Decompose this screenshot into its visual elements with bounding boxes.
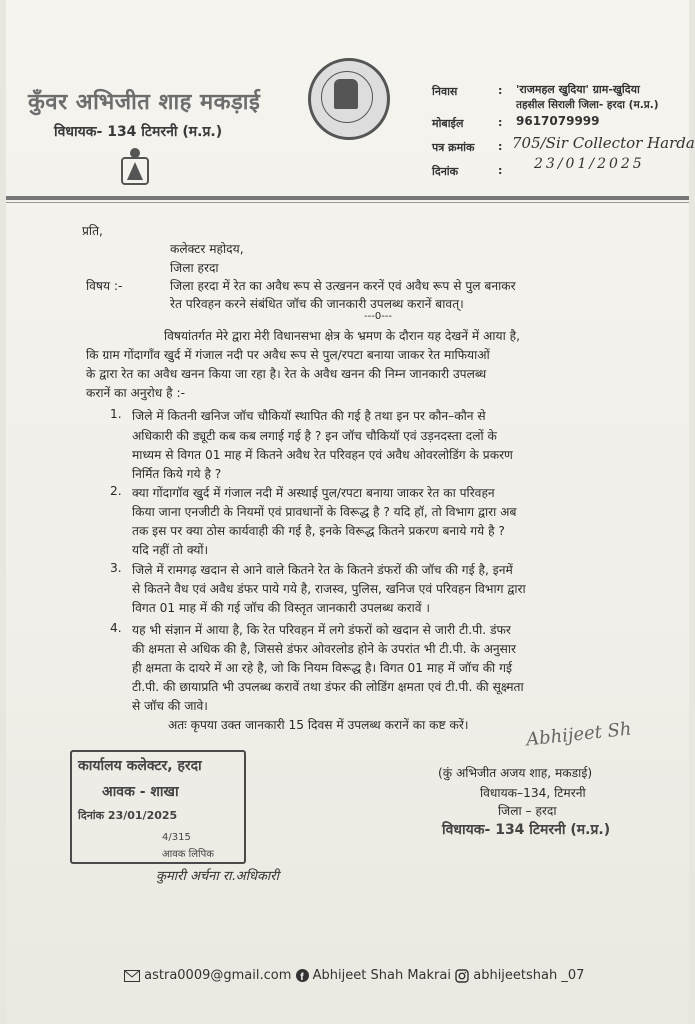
point-2-line: क्या गोंदागॉव खुर्द में गंजाल नदी में अस्थाई पुल/रपटा बनाया जाकर रेत का परिवहन [132,486,495,500]
point-number: 2. [110,484,122,498]
stamp-office: कार्यालय कलेक्टर, हरदा [78,758,202,774]
intro-line-1: विषयांतर्गत मेरे द्वारा मेरी विधानसभा क्षेत्र के भ्रमण के दौरान यह देखनें में आया है, [164,329,520,343]
point-3-line: विगत 01 माह में की गई जॉच की विस्तृत जानकारी उपलब्ध करावें । [132,601,431,615]
residence-line1: 'राजमहल खुदिया' ग्राम-खुदिया [516,83,640,96]
closing-request: अतः कृपया उक्त जानकारी 15 दिवस में उपलब्ध करानें का कष्ट करें। [168,718,469,732]
separator: ---0--- [364,311,393,322]
subject-line-1: जिला हरदा में रेत का अवैध रूप से उत्खनन करनें एवं अवैध रूप से पुल बनाकर [170,279,516,293]
point-number: 4. [110,621,122,635]
receipt-stamp [70,750,246,864]
subject-line-2: रेत परिवहन करने संबंधित जॉच की जानकारी उपलब्ध करानें बावत्। [170,297,464,311]
date-label: दिनांक [432,165,459,178]
point-3-line: से कितने वैध एवं अवैध डंफर पाये गये है, राजस्व, पुलिस, खनिज एवं परिवहन विभाग द्वारा [132,582,526,596]
sender-post: विधायक- 134 टिमरनी (म.प्र.) [54,124,223,140]
signatory-name: (कुं अभिजीत अजय शाह, मकडाई) [438,766,593,780]
signature-scribble: Abhijeet Sh [525,718,633,751]
point-1-line: जिले में कितनी खनिज जॉच चौकियॉ स्थापित की गई है तथा इन पर कौन–कौन से [132,409,486,423]
signatory-designation: विधायक–134, टिमरनी [480,786,586,800]
salutation-to: प्रति, [82,224,103,238]
point-4-line: यह भी संज्ञान में आया है, कि रेत परिवहन में लगे डंफरों को खदान से जारी टी.पी. डंफर [132,623,511,637]
svg-text:f: f [299,972,304,982]
stamp-number: 4/315 [162,832,191,843]
point-1-line: निर्मित किये गये है ? [132,467,222,481]
point-2-line: तक इस पर क्या ठोस कार्यवाही की गई है, इनके विरूद्ध कितने प्रकरण बनाये गये है ? [132,524,505,538]
subject-label: विषय :- [86,279,123,293]
header-divider [6,196,689,200]
footer-instagram[interactable]: abhijeetshah _07 [473,968,585,983]
point-number: 1. [110,407,122,421]
stamp-date: दिनांक 23/01/2025 [78,809,178,822]
addressee-district: जिला हरदा [170,261,219,275]
signatory-district: जिला – हरदा [498,804,557,818]
intro-line-3: के द्वारा रेत का अवैध खनन किया जा रहा है। रेत के अवैध खनन की निम्न जानकारी उपलब्ध [86,367,487,381]
intro-line-4: करानें का अनुरोध है :- [86,386,185,400]
point-4-line: टी.पी. की छायाप्रति भी उपलब्ध करावें तथा डंफर की लोडिंग क्षमता एवं टी.पी. की सूक्ष्मता [132,680,524,694]
point-4-line: की क्षमता से अधिक की है, जिससे डंफर ओवरलोड होने के उपरांत भी टी.पी. के अनुसार [132,642,517,656]
point-2-line: यदि नहीं तो क्यों। [132,543,209,557]
mail-icon [124,970,140,982]
letter-number: 705/Sir Collector Harda [512,134,695,152]
footer-email[interactable]: astra0009@gmail.com [144,968,292,983]
facebook-icon [296,969,309,982]
instagram-icon [455,969,469,983]
signatory-seal-text: विधायक- 134 टिमरनी (म.प्र.) [442,822,611,838]
point-number: 3. [110,561,122,575]
letterhead-page: कुँवर अभिजीत शाह मकड़ाई विधायक- 134 टिमरनी (म.प्र.) निवास : 'राजमहल खुदिया' ग्राम-खुदिया तहसील सिराली जिला- हरदा (म.प्र.) मोबाईल : 9617079999 पत्र क्रमांक : 705/Sir Collector Harda दिनांक : 23/01/2025 प्रति, कलेक्टर महोदय, जिला हरदा विषय :- जिला हरदा में रेत का अवैध रूप से उत्खनन करनें एवं अवैध रूप से पुल बनाकर रेत परिवहन करने संबंधित जॉच की जानकारी उपलब्ध करानें बावत्। ---0--- विषयांतर्गत मेरे द्वारा मेरी विधानसभा क्षेत्र के भ्रमण के दौरान यह देखनें में आया है, कि ग्राम गोंदागाँव खुर्द में गंजाल नदी पर अवैध रूप से पुल/रपटा बनाया जाकर रेत माफियाओं के द्वारा रेत का अवैध खनन किया जा रहा है। रेत के अवैध खनन की निम्न जानकारी उपलब्ध करानें का अनुरोध है :- 1. जिले में कितनी खनिज जॉच चौकियॉ स्थापित की गई है तथा इन पर कौन–कौन से अधिकारी की ड्यूटी कब कब लगाई गई है ? इन जॉच चौकियॉ एवं उड़नदस्ता दलों के माध्यम से विगत 01 माह में कितने अवैध रेत परिवहन एवं अवैध ओवरलोडिंग के प्रकरण निर्मित किये गये है ? 2. क्या गोंदागॉव खुर्द में गंजाल नदी में अस्थाई पुल/रपटा बनाया जाकर रेत का परिवहन किया जाना एनजीटी के नियमों एवं प्रावधानों के विरूद्ध है ? यदि हॉ, तो विभाग द्वारा अब तक इस पर क्या ठोस कार्यवाही की गई है, इनके विरूद्ध कितने प्रकरण बनाये गये है ? यदि नहीं तो क्यों। 3. जिले में रामगढ़ खदान से आने वाले कितने रेत के कितने डंफरों की जॉच की गई है, इनमें से कितने वैध एवं अवैध डंफर पाये गये है, राजस्व, पुलिस, खनिज एवं परिवहन विभाग द्वारा विगत 01 माह में की गई जॉच की विस्तृत जानकारी उपलब्ध करावें । 4. यह भी संज्ञान में आया है, कि रेत परिवहन में लगे डंफरों को खदान से जारी टी.पी. डंफर की क्षमता से अधिक की है, जिससे डंफर ओवरलोड होने के उपरांत भी टी.पी. के अनुसार ही क्षमता के दायरे में आ रहे है, जो कि नियम विरूद्ध है। विगत 01 माह में जॉच की गई टी.पी. की छायाप्रति भी उपलब्ध करावें तथा डंफर की लोडिंग क्षमता एवं टी.पी. की सूक्ष्मता से जॉच की जावे। अतः कृपया उक्त जानकारी 15 दिवस में उपलब्ध करानें का कष्ट करें। Abhijeet Sh (कुं अभिजीत अजय शाह, मकडाई) विधायक–134, टिमरनी जिला – हरदा विधायक- 134 टिमरनी (म.प्र.) कार्यालय कलेक्टर, हरदा आवक - शाखा दिनांक 23/01/2025 4/315 आवक लिपिक कुमारी अर्चना रा.अधिकारी astra0009@gmail.com f Abhijeet Shah Makrai abhijeetshah _07 [6,0,689,1024]
footer-contacts [124,968,584,983]
intro-line-2: कि ग्राम गोंदागाँव खुर्द में गंजाल नदी पर अवैध रूप से पुल/रपटा बनाया जाकर रेत माफियाओं [86,348,490,362]
stamp-section: आवक - शाखा [102,784,179,800]
point-4-line: ही क्षमता के दायरे में आ रहे है, जो कि नियम विरूद्ध है। विगत 01 माह में जॉच की गई [132,661,512,675]
point-1-line: अधिकारी की ड्यूटी कब कब लगाई गई है ? इन जॉच चौकियॉ एवं उड़नदस्ता दलों के [132,429,497,443]
point-4-line: से जॉच की जावे। [132,699,208,713]
mobile-label: मोबाईल [432,117,464,130]
addressee: कलेक्टर महोदय, [170,242,244,256]
stamp-clerk: आवक लिपिक [162,849,214,860]
point-1-line: माध्यम से विगत 01 माह में कितने अवैध रेत परिवहन एवं अवैध ओवरलोडिंग के प्रकरण [132,448,513,462]
handwritten-note: कुमारी अर्चना रा.अधिकारी [156,869,279,884]
lion-emblem-icon [118,146,152,188]
letter-date: 23/01/2025 [534,156,645,172]
sender-name: कुँवर अभिजीत शाह मकड़ाई [28,90,261,115]
residence-line2: तहसील सिराली जिला- हरदा (म.प्र.) [516,99,659,111]
residence-label: निवास [432,85,458,98]
point-2-line: किया जाना एनजीटी के नियमों एवं प्रावधानों के विरूद्ध है ? यदि हॉ, तो विभाग द्वारा अब [132,505,517,519]
mobile-number: 9617079999 [516,114,600,128]
footer-facebook[interactable]: Abhijeet Shah Makrai [312,968,451,983]
government-seal-icon [308,58,390,140]
point-3-line: जिले में रामगढ़ खदान से आने वाले कितने रेत के कितने डंफरों की जॉच की गई है, इनमें [132,563,513,577]
letter-no-label: पत्र क्रमांक [432,141,475,154]
